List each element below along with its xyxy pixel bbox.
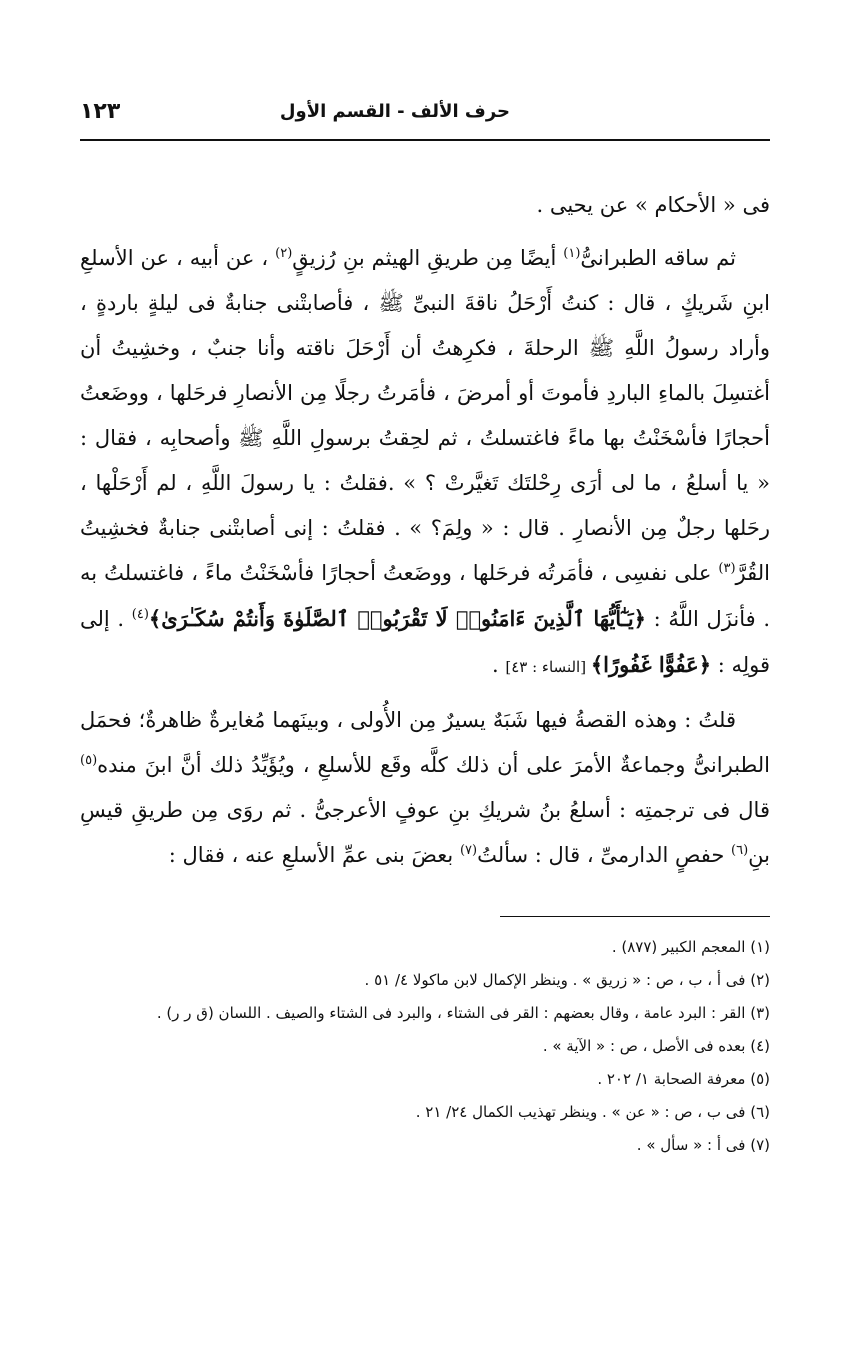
footnote-7: (٧) فى أ : « سأل » .	[636, 1136, 770, 1154]
footnote-ref-2: (٢)	[275, 246, 293, 261]
footnote-ref-4: (٤)	[131, 607, 149, 622]
footnote-ref-6: (٦)	[731, 843, 749, 858]
footnote-divider	[500, 916, 770, 917]
footnote-5: (٥) معرفة الصحابة ١/ ٢٠٢ .	[597, 1070, 770, 1088]
quran-verse-1: ﴿يَـٰٓأَيُّهَا ٱلَّذِينَ ءَامَنُوا۟ لَا تَقْرَبُوا۟ ٱلصَّلَوٰةَ وَأَنتُمْ سُكَـٰرَىٰ﴾	[148, 606, 646, 631]
footnote-3: (٣) القر : البرد عامة ، وقال بعضهم : القر فى الشتاء ، والبرد فى الشتاء والصيف . اللسان (ق ر ر) .	[156, 1004, 770, 1022]
footnote-ref-5: (٥)	[80, 753, 98, 768]
p2-text-b: أيضًا مِن طريقِ الهيثم بنِ رُزيقٍ	[292, 246, 564, 270]
footnote-6: (٦) فى ب ، ص : « عن » . وينظر تهذيب الكمال ٢٤/ ٢١ .	[415, 1103, 770, 1121]
footnote-4: (٤) بعده فى الأصل ، ص : « الآية » .	[542, 1037, 770, 1055]
footnote-ref-1: (١)	[563, 246, 581, 261]
p3-text-b: قال فى ترجمتِه : أسلعُ بنُ شريكِ بنِ عوفٍ الأعرجىُّ . ثم روَى مِن طريقِ قيسِ بنِ	[80, 798, 770, 867]
p2-text-a: ثم ساقه الطبرانىُّ	[580, 246, 736, 270]
book-page	[80, 95, 770, 1162]
page-header	[80, 95, 770, 141]
p3-text-c: حفصٍ الدارمىِّ ، قال : سألتُ	[477, 843, 732, 867]
paragraph-2	[80, 236, 770, 690]
main-text	[80, 183, 770, 878]
quran-verse-2: ﴿عَفُوًّا غَفُورًا﴾	[590, 652, 712, 677]
p3-text-a: قلتُ : وهذه القصةُ فيها شَبَهٌ يسيرٌ مِن الأُولى ، وبينَهما مُغايرةٌ ظاهرةٌ؛ فحمَل الطبرانىُّ وجماعةٌ الأمرَ على أن ذلك كلَّه وقَع للأسلعِ ، ويُؤَيِّدُ ذلك أنَّ ابنَ منده	[80, 708, 770, 777]
p2-text-f: .	[492, 653, 506, 677]
footnote-1: (١) المعجم الكبير (٨٧٧) .	[611, 938, 770, 956]
paragraph-3	[80, 698, 770, 878]
footnote-ref-7: (٧)	[459, 843, 478, 858]
running-title: حرف الألف - القسم الأول	[279, 101, 510, 122]
quran-citation: [النساء : ٤٣]	[505, 658, 591, 676]
page-number: ١٢٣	[80, 99, 121, 124]
p3-text-d: بعضَ بنى عمِّ الأسلعِ عنه ، فقال :	[168, 843, 460, 867]
paragraph-1: فى « الأحكام » عن يحيى .	[536, 193, 770, 217]
p2-text-e: . إلى قولِه :	[80, 607, 770, 677]
footnote-2: (٢) فى أ ، ب ، ص : « زريق » . وينظر الإكمال لابن ماكولا ٤/ ٥١ .	[364, 971, 770, 989]
footnote-ref-3: (٣)	[718, 561, 736, 576]
footnotes	[80, 931, 770, 1162]
p2-text-d: على نفسِى ، فأمَرتُه فرحَلها ، ووضَعتُ أحجارًا فأسْخَنْتُ ماءً ، فاغتسلتُ به . فأنزَل اللَّهُ :	[80, 561, 770, 631]
p2-text-c: ، عن أبيه ، عن الأسلعِ ابنِ شَريكٍ ، قال : كنتُ أَرْحَلُ ناقةَ النبىِّ ﷺ ، فأصابتْنى جنابةٌ فى ليلةٍ باردةٍ ، وأراد رسولُ اللَّهِ ﷺ الرحلةَ ، فكرِهتُ أن أَرْحَلَ ناقته وأنا جنبٌ ، وخشِيتُ أن أغتسِلَ بالماءِ الباردِ فأموتَ أو أمرضَ ، فأمَرتُ رجلًا مِن الأنصارِ فرحَلها ، ووضَعتُ أحجارًا فأسْخَنْتُ بها ماءً فاغتسلتُ ، ثم لحِقتُ برسولِ اللَّهِ ﷺ وأصحابِه ، فقال : « يا أسلعُ ، ما لى أرَى رِحْلتَك تَغيَّرتْ ؟ » .فقلتُ : يا رسولَ اللَّهِ ، لم أَرْحَلْها ، رحَلها رجلٌ مِن الأنصارِ . قال : « ولِمَ؟ » . فقلتُ : إنى أصابتْنى جنابةٌ فخشِيتُ القُرَّ	[80, 246, 770, 585]
